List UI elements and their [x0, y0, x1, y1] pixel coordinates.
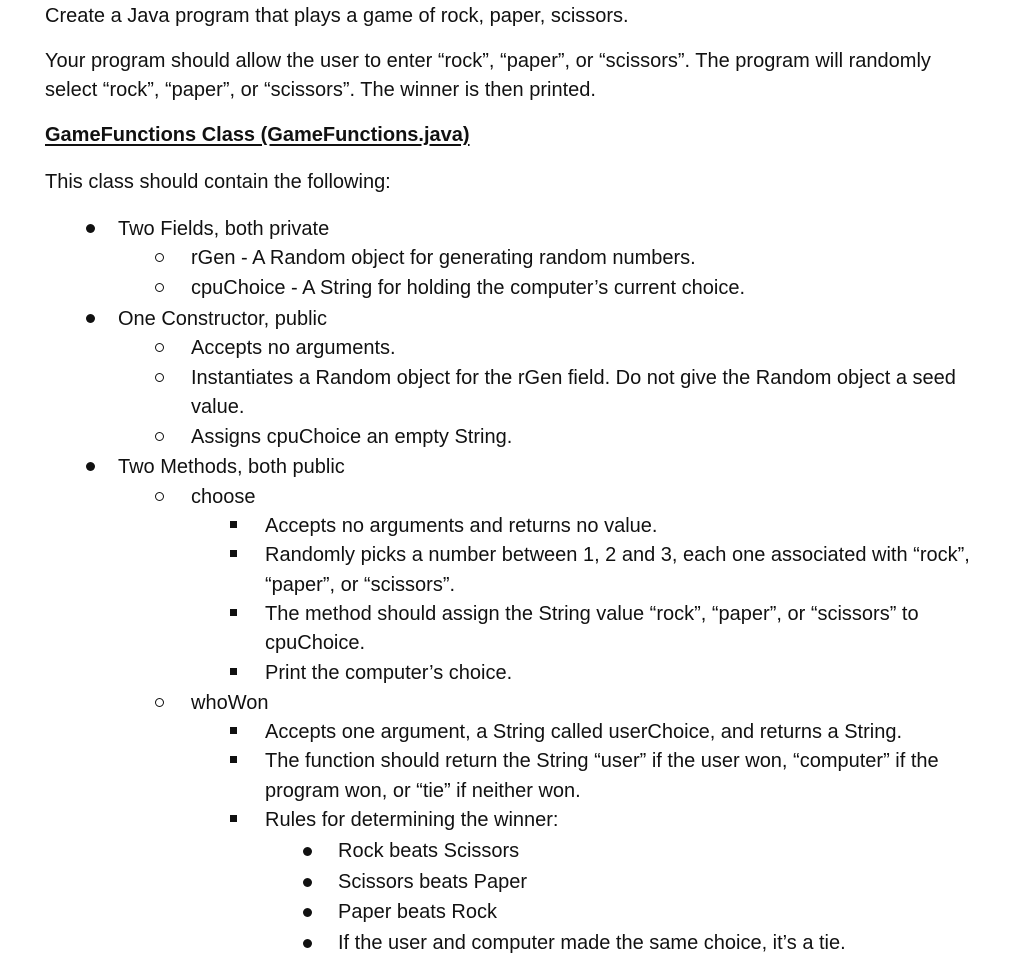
fields-title: Two Fields, both private: [118, 218, 330, 240]
constructor-item-random: Instantiates a Random object for the rGen field. Do not give the Random object a seed: [191, 367, 956, 389]
bullet-disc-icon: [303, 908, 312, 917]
constructor-item-args: Accepts no arguments.: [191, 337, 396, 359]
bullet-square-icon: [230, 756, 237, 763]
bullet-circle-icon: [155, 492, 164, 501]
methods-title: Two Methods, both public: [118, 456, 345, 478]
rule-item: Scissors beats Paper: [338, 871, 527, 893]
bullet-disc-icon: [86, 462, 95, 471]
rule-item: If the user and computer made the same choice, it’s a tie.: [338, 932, 846, 954]
constructor-title: One Constructor, public: [118, 308, 327, 330]
choose-detail-args: Accepts no arguments and returns no value.: [265, 515, 658, 537]
constructor-item-random-continued: value.: [191, 396, 245, 418]
bullet-circle-icon: [155, 373, 164, 382]
bullet-square-icon: [230, 550, 237, 557]
bullet-circle-icon: [155, 432, 164, 441]
bullet-disc-icon: [303, 878, 312, 887]
intro-paragraph-line-2: select “rock”, “paper”, or “scissors”. The winner is then printed.: [45, 79, 596, 101]
whowon-detail-args: Accepts one argument, a String called userChoice, and returns a String.: [265, 721, 903, 743]
bullet-disc-icon: [86, 224, 95, 233]
choose-detail-assign-continued: cpuChoice.: [265, 632, 366, 654]
choose-detail-random-continued: “paper”, or “scissors”.: [265, 574, 456, 596]
intro-paragraph-line-1: Your program should allow the user to enter “rock”, “paper”, or “scissors”. The program will randomly: [45, 50, 931, 72]
class-intro: This class should contain the following:: [45, 171, 391, 193]
field-item-cpuchoice: cpuChoice - A String for holding the computer’s current choice.: [191, 277, 746, 299]
bullet-disc-icon: [303, 847, 312, 856]
method-whowon-name: whoWon: [191, 692, 269, 714]
bullet-disc-icon: [303, 939, 312, 948]
bullet-circle-icon: [155, 253, 164, 262]
whowon-detail-rules: Rules for determining the winner:: [265, 809, 559, 831]
bullet-square-icon: [230, 668, 237, 675]
choose-detail-random: Randomly picks a number between 1, 2 and 3, each one associated with “rock”,: [265, 544, 970, 566]
bullet-circle-icon: [155, 698, 164, 707]
whowon-detail-return-continued: program won, or “tie” if neither won.: [265, 780, 581, 802]
field-item-rgen: rGen - A Random object for generating random numbers.: [191, 247, 696, 269]
whowon-detail-return: The function should return the String “user” if the user won, “computer” if the: [265, 750, 939, 772]
bullet-square-icon: [230, 727, 237, 734]
method-choose-name: choose: [191, 486, 256, 508]
bullet-square-icon: [230, 609, 237, 616]
bullet-circle-icon: [155, 343, 164, 352]
choose-detail-print: Print the computer’s choice.: [265, 662, 513, 684]
bullet-square-icon: [230, 815, 237, 822]
constructor-item-cpuchoice: Assigns cpuChoice an empty String.: [191, 426, 513, 448]
bullet-circle-icon: [155, 283, 164, 292]
choose-detail-assign: The method should assign the String value “rock”, “paper”, or “scissors” to: [265, 603, 919, 625]
rule-item: Paper beats Rock: [338, 901, 497, 923]
class-heading: GameFunctions Class (GameFunctions.java): [45, 124, 470, 146]
bullet-disc-icon: [86, 314, 95, 323]
intro-sentence: Create a Java program that plays a game of rock, paper, scissors.: [45, 5, 629, 27]
bullet-square-icon: [230, 521, 237, 528]
rule-item: Rock beats Scissors: [338, 840, 520, 862]
